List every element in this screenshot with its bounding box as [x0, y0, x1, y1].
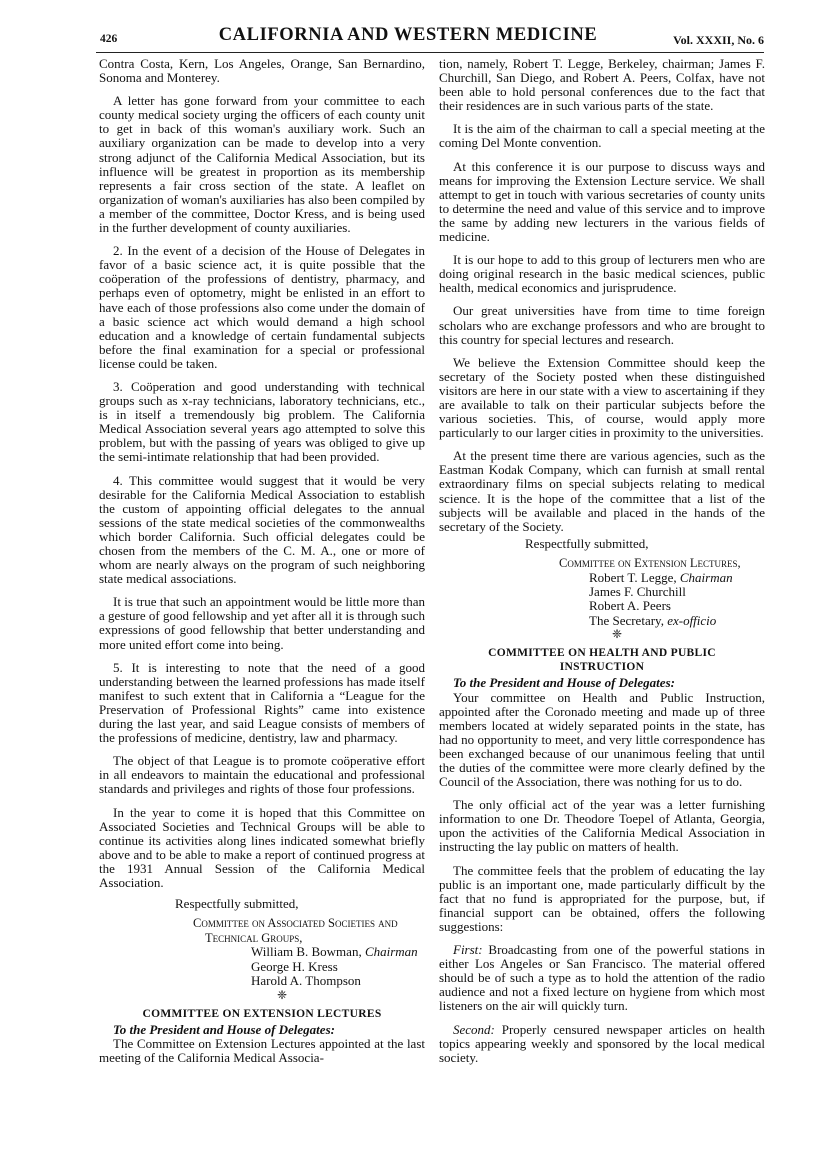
paragraph: The only official act of the year was a letter furnishing information to one Dr. Theodore Toepel of Atlanta, Georgia, upon the activities of the California Medical Association in instructing the lay public on matters of health.	[439, 797, 765, 855]
paragraph: tion, namely, Robert T. Legge, Berkeley, chairman; James F. Churchill, San Diego, and Robert A. Peers, Colfax, have not been able to hold personal conferences due to the fact that their residences are in such various parts of the state.	[439, 56, 765, 114]
signatory-role: Chairman	[364, 944, 418, 960]
signatory	[439, 571, 765, 585]
signature-block	[99, 897, 425, 1000]
list-text: Properly censured newspaper articles on health topics appearing weekly and sponsored by the local medical society.	[439, 1021, 765, 1065]
paragraph: It is our hope to add to this group of lecturers men who are doing original research in the basic medical sciences, public health, medical economics and jurisprudence.	[439, 252, 765, 296]
salutation: To the President and House of Delegates:	[453, 675, 675, 691]
paragraph: 2. In the event of a decision of the House of Delegates in favor of a basic science act, it is quite possible that the coöperation of the professions of dentistry, pharmacy, and perhaps even of optometry, might be enlisted in an effort to have each of those professions also come under the domain of a basic science act which would demand a high school education and a knowledge of certain fundamental subjects before the final examination for a special or professional license could be taken.	[99, 243, 425, 371]
page-number: 426	[100, 33, 118, 45]
paragraph	[439, 943, 765, 1013]
ornament-icon: ❈	[611, 627, 623, 642]
paragraph: 5. It is interesting to note that the need of a good understanding between the learned professions has made itself manifest to such extent that in California a “League for the Preservation of Professional Rights” came into existence during the last year, and said League consists of members of the professions of medicine, dentistry, law and pharmacy.	[99, 659, 425, 746]
signatory: James F. Churchill	[589, 584, 686, 600]
section-heading: INSTRUCTION	[559, 661, 645, 674]
paragraph: In the year to come it is hoped that this Committee on Associated Societies and Technical Groups will be able to continue its activities along lines indicated somewhat briefly above and to be able to make a report of continued progress at the 1931 Annual Session of the California Medical Association.	[99, 804, 425, 890]
paragraph: Our great universities have from time to time foreign scholars who are exchange professors and who are brought to this country for special lectures and research.	[439, 303, 765, 347]
salutation: To the President and House of Delegates:	[113, 1021, 335, 1037]
paragraph: 4. This committee would suggest that it would be very desirable for the California Medical Association to establish the custom of appointing official delegates to the annual sessions of the state medical societies of the commonwealths which border California. Such official delegates could be chosen from the members of the C. M. A., one or more of whom are nearly always on the program of such neighboring state medical associations.	[99, 472, 425, 587]
paragraph	[439, 1023, 765, 1065]
paragraph: We believe the Extension Committee should keep the secretary of the Society posted when these distinguished visitors are here in our state with a view to ascertaining if they are available to talk on their particular subjects before the various societies. This, of course, would apply more particularly to our larger cities in proximity to the universities.	[439, 354, 765, 441]
paragraph: At the present time there are various agencies, such as the Eastman Kodak Company, which can furnish at small rental extraordinary films on special subjects relating to medical science. It is the hope of the committee that a list of the subjects will be available and placed in the hands of the secretary of the Society.	[439, 448, 765, 534]
paragraph: It is true that such an appointment would be little more than a gesture of good fellowship and yet after all it is through such expressions of good fellowship that better understanding and more united effort come into being.	[99, 594, 425, 652]
signatory-role: Chairman	[679, 569, 733, 585]
journal-title: CALIFORNIA AND WESTERN MEDICINE	[218, 25, 598, 45]
list-text: Broadcasting from one of the powerful stations in either Los Angeles or San Francisco. The material offered should be of such a type as to hold the attention of the radio audience and not a fixed lecture on hygiene from which most listeners on the air will quickly turn.	[439, 942, 765, 1014]
paragraph: It is the aim of the chairman to call a special meeting at the coming Del Monte convention.	[439, 121, 765, 151]
paragraph: The object of that League is to promote coöperative effort in all endeavors to maintain the educational and professional standards and privileges and rights of those four professions.	[99, 753, 425, 797]
list-label: First:	[453, 942, 483, 958]
signatory	[99, 945, 425, 959]
list-label: Second:	[453, 1021, 495, 1037]
paragraph: 3. Coöperation and good understanding with technical groups such as x-ray technicians, laboratory technicians, etc., is in itself a tremendously big problem. The California Medical Association several years ago attempted to solve this problem, but with the passing of years was obliged to give up the semi-intimate relationship that had been provided.	[99, 378, 425, 465]
paragraph: At this conference it is our purpose to discuss ways and means for improving the Extension Lecture service. We shall attempt to get in touch with various secretaries of county units to determine the need and value of this service and to improve the same by adding new lecturers in the various fields of medicine.	[439, 158, 765, 245]
signatory-name: Robert T. Legge,	[589, 569, 680, 585]
paragraph: The committee feels that the problem of educating the lay public is an important one, made particularly difficult by the fact that no fund is appropriated for the purpose, but, if financial support can be obtained, offers the following suggestions:	[439, 862, 765, 934]
closing: Respectfully submitted,	[525, 535, 649, 551]
signatory: Harold A. Thompson	[251, 973, 361, 989]
ornament-icon: ❈	[276, 987, 288, 1002]
header-rule	[96, 52, 764, 53]
committee-name: Committee on Associated Societies and	[193, 916, 398, 931]
signatory: George H. Kress	[251, 958, 338, 974]
paragraph: Your committee on Health and Public Instruction, appointed after the Coronado meeting and made up of three members located at widely separated points in the state, has had no opportunity to meet, and very little correspondence has been exchanged because of our unanimous feeling that until the duties of the committee were more clearly defined by the Council of the Association, there was nothing for us to do.	[439, 689, 765, 790]
volume-issue: Vol. XXXII, No. 6	[673, 33, 764, 47]
closing: Respectfully submitted,	[175, 896, 299, 912]
signatory-name: William B. Bowman,	[251, 944, 365, 960]
section-heading: COMMITTEE ON EXTENSION LECTURES	[142, 1007, 382, 1020]
right-column	[439, 57, 765, 1065]
committee-name: Technical Groups,	[205, 930, 303, 945]
paragraph: Contra Costa, Kern, Los Angeles, Orange, San Bernardino, Sonoma and Monterey.	[99, 56, 425, 86]
running-header	[0, 25, 816, 47]
signatory: Robert A. Peers	[589, 598, 671, 614]
signatory	[439, 614, 765, 628]
paragraph: A letter has gone forward from your committee to each county medical society urging the officers of each county unit to get in back of this woman's auxiliary work. Such an auxiliary organization can be made to develop into a very strong adjunct of the California Medical Association, but its influence will be greatest in proportion as its membership represents a fair cross section of the state. A leaflet on organization of woman's auxiliaries has also been compiled by a member of the committee, Doctor Kress, and is being used in the further development of county auxiliaries.	[99, 93, 425, 236]
section-heading: COMMITTEE ON HEALTH AND PUBLIC	[488, 647, 716, 660]
paragraph: The Committee on Extension Lectures appointed at the last meeting of the California Medical Associa-	[99, 1035, 425, 1065]
signatory-name: The Secretary,	[589, 612, 668, 628]
left-column	[99, 57, 425, 1065]
signature-block	[439, 537, 765, 640]
committee-name: Committee on Extension Lectures,	[559, 556, 741, 571]
signatory-role: ex-officio	[667, 612, 717, 628]
